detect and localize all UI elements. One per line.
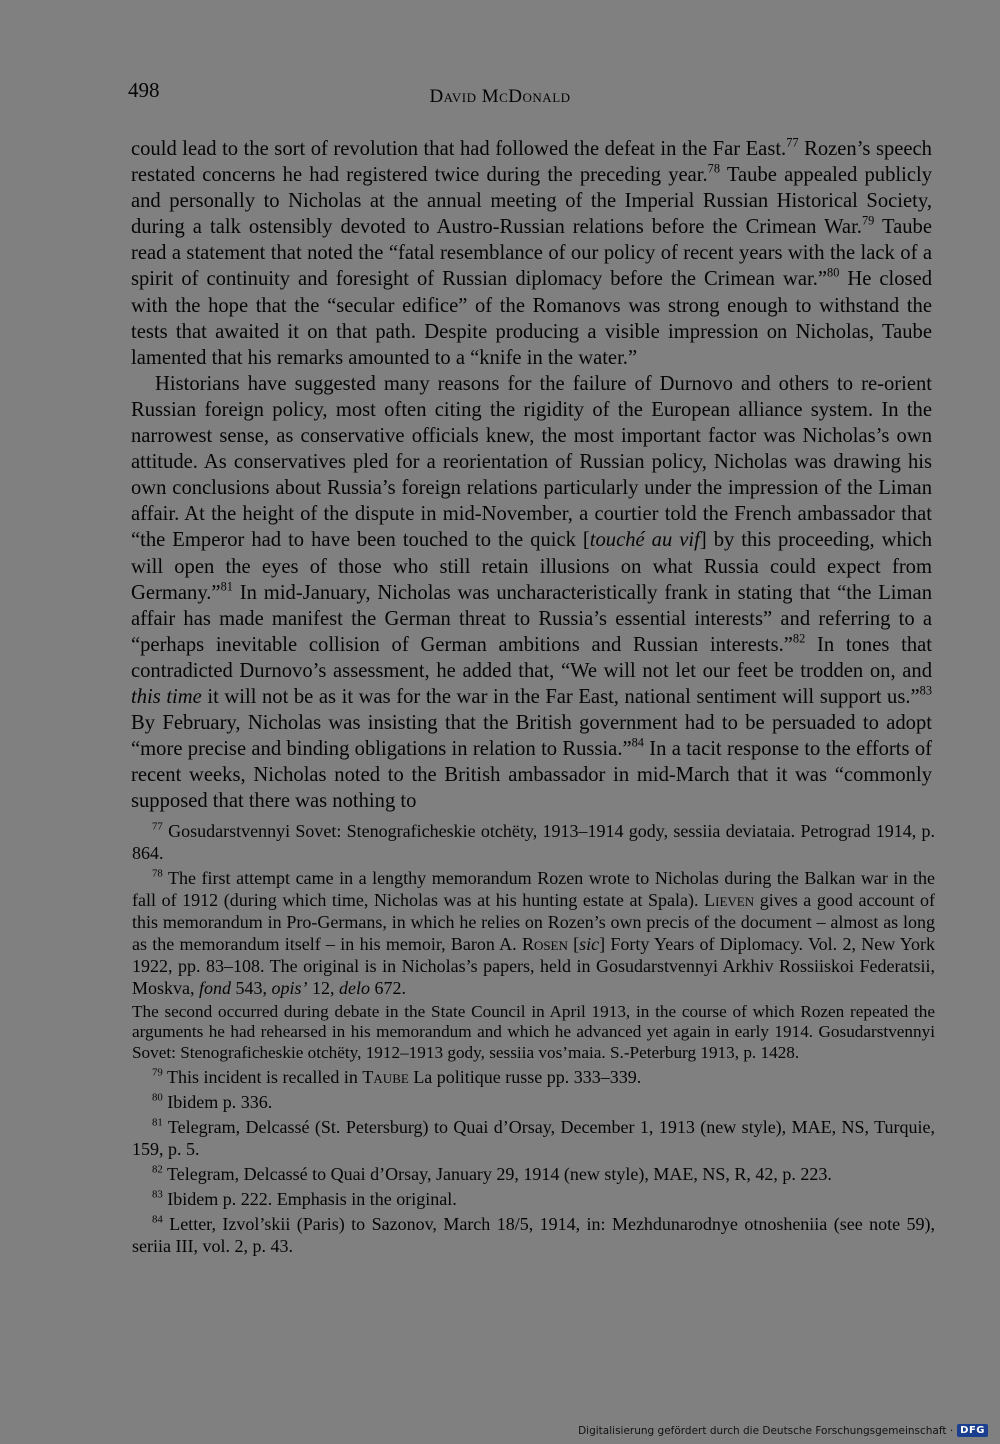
page-number: 498 (128, 78, 160, 102)
running-head-author: David McDonald (429, 86, 571, 107)
digitization-credit (578, 1424, 988, 1437)
footnote-ref[interactable]: 82 (792, 631, 806, 646)
footnote-79: $^{79}$ This incident is recalled in Taube La politique russe pp. 333–339. (152, 1066, 642, 1087)
footnote-ref[interactable]: 78 (707, 161, 721, 176)
footnote-ref[interactable]: 77 (786, 135, 799, 150)
credit-text: Digitalisierung gefördert durch die Deutsche Forschungsgemeinschaft · (578, 1424, 954, 1437)
body-paragraph: Historians have suggested many reasons for the failure of Durnovo and others to re-orient Russian foreign policy, most often citing the rigidity of the European alliance system. In the narrowest sense, as conservative officials knew, the most important factor was Nicholas’s own attitude. As conservatives pled for a reorientation of Russian policy, Nicholas was drawing his own conclusions about Russia’s foreign relations particularly under the impression of the Liman affair. At the height of the dispute in mid-November, a courtier told the French ambassador that “the Emperor had to have been touched to the quick [touché au vif] by this proceeding, which will open the eyes of those who still retain illusions on what Russia could expect from Germany.”$^{81}$ In mid-January, Nicholas was uncharacteristically frank in stating that “the Liman affair has made manifest the German threat to Russia’s essential interests” and referring to a “perhaps inevitable collision of German ambitions and Russian interests.”$^{82}$ In tones that contradicted Durnovo’s assessment, he added that, “We will not let our feet be trodden on, and this time it will not be as it was for the war in the Far East, national sentiment will support us.”$^{83}$ By February, Nicholas was insisting that the British government had to be persuaded to adopt “more precise and binding obligations in relation to Russia.”$^{84}$ In a tacit response to the efforts of recent weeks, Nicholas noted to the British ambassador in mid-March that it was “commonly supposed that there was nothing to (131, 372, 933, 813)
footnote-78: $^{78}$ The first attempt came in a lengthy memorandum Rozen wrote to Nicholas during the Balkan war in the fall of 1912 (during which time, Nicholas was at his hunting estate at Spala). Lieven gives a good account of this memorandum in Pro-Germans, in which he relies on Rozen’s own precis of the document – almost as long as the memorandum itself – in his memoir, Baron A. Rosen [sic] Forty Years of Diplomacy. Vol. 2, New York 1922, pp. 83–108. The original is in Nicholas’s papers, held in Gosudarstvennyi Arkhiv Rossiiskoi Federatsii, Moskva, fond 543, opis’ 12, delo 672. (132, 867, 936, 998)
footnote-80: $^{80}$ Ibidem p. 336. (152, 1091, 273, 1112)
footnote-ref[interactable]: 84 (631, 735, 644, 750)
footnote-84: $^{84}$ Letter, Izvol’skii (Paris) to Sazonov, March 18/5, 1914, in: Mezhdunarodnye otnosheniia (see note 59), seriia III, vol. 2, p. 43. (132, 1213, 935, 1256)
footnote-ref[interactable]: 81 (220, 578, 233, 593)
dfg-logo: DFG (957, 1424, 988, 1437)
footnote-81: $^{81}$ Telegram, Delcassé (St. Petersburg) to Quai d’Orsay, December 1, 1913 (new style), MAE, NS, Turquie, 159, p. 5. (132, 1116, 935, 1159)
footnote-ref[interactable]: 79 (861, 213, 875, 228)
footnote-82: $^{82}$ Telegram, Delcassé to Quai d’Orsay, January 29, 1914 (new style), MAE, NS, R, 42, p. 223. (152, 1163, 832, 1184)
footnote-78-continued: The second occurred during debate in the State Council in April 1913, in the course of which Rozen repeated the arguments he had rehearsed in his memorandum and which he advanced yet again in early 1914. Gosudarstvennyi Sovet: Stenograficheskie otchëty, 1912–1913 gody, sessiia vos’maia. S.-Peterburg 1913, p. 1428. (132, 1002, 935, 1062)
body-text (131, 136, 932, 814)
footnote-83: $^{83}$ Ibidem p. 222. Emphasis in the original. (152, 1188, 457, 1209)
footnote-77: $^{77}$ Gosudarstvennyi Sovet: Stenograficheskie otchëty, 1913–1914 gody, sessiia deviataia. Petrograd 1914, p. 864. (132, 820, 935, 863)
footnote-ref[interactable]: 80 (827, 265, 840, 280)
footnote-ref[interactable]: 83 (919, 683, 933, 698)
footnotes (132, 820, 935, 1260)
body-paragraph: could lead to the sort of revolution that had followed the defeat in the Far East.$^{77}$ Rozen’s speech restated concerns he had registered twice during the preceding year.$^{78}$ Taube appealed publicly and personally to Nicholas at the annual meeting of the Imperial Russian Historical Society, during a talk ostensibly devoted to Austro-Russian relations before the Crimean War.$^{79}$ Taube read a statement that noted the “fatal resemblance of our policy of recent years with the lack of a spirit of continuity and foresight of Russian diplomacy before the Crimean war.”$^{80}$ He closed with the hope that the “secular edifice” of the Romanovs was strong enough to withstand the tests that awaited it on that path. Despite producing a visible impression on Nicholas, Taube lamented that his remarks amounted to a “knife in the water.” (131, 135, 933, 369)
